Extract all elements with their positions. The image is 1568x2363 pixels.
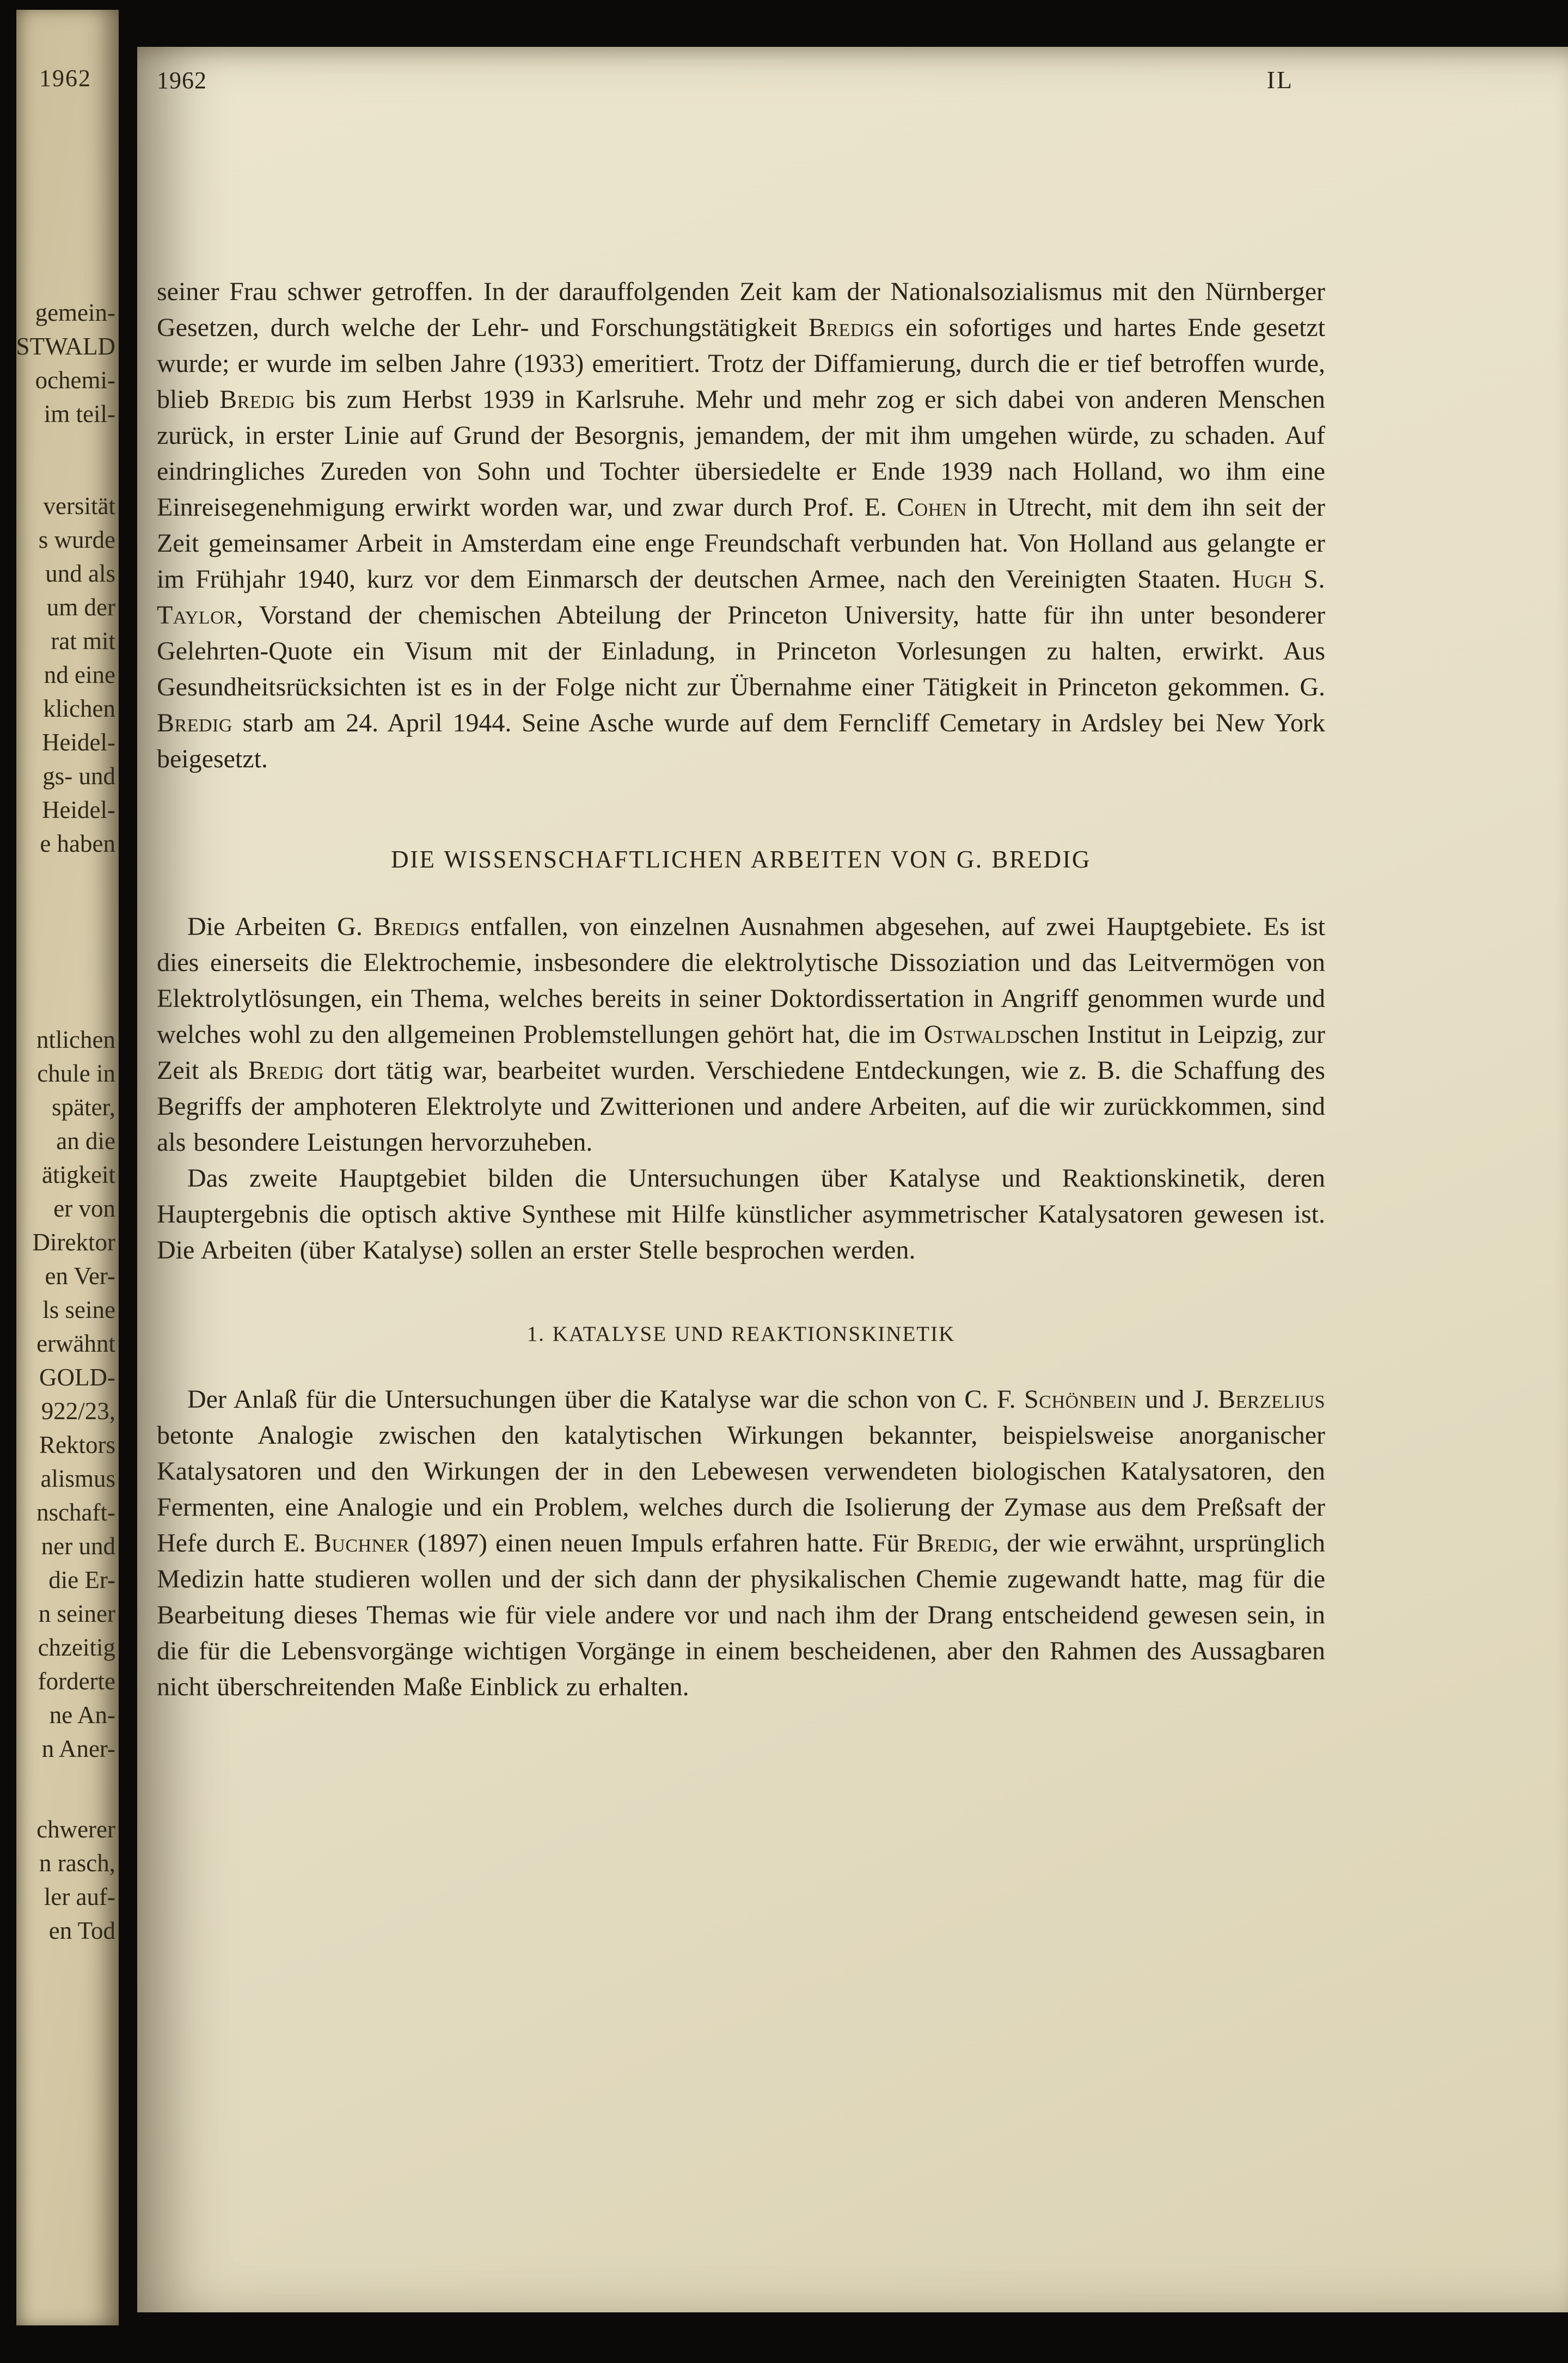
left-page-fragment-group: chwerer n rasch, ler auf- en Tod: [36, 1816, 115, 1944]
subsection-heading: 1. KATALYSE UND REAKTIONSKINETIK: [526, 1322, 955, 1346]
page-number-right: IL: [1266, 66, 1294, 94]
body-text: [157, 274, 1325, 1705]
left-page-edge: [16, 10, 119, 2325]
paragraph-second-field: Das zweite Hauptgebiet bilden die Untersuchungen über Katalyse und Reaktionskinetik, deren Hauptergebnis die optisch aktive Synthese mit Hilfe künstlicher asymmetrischer Katalysatoren gewesen ist. Die Arbeiten (über Katalyse) sollen an erster Stelle besprochen werden.: [157, 1164, 1325, 1265]
paragraph-biography: seiner Frau schwer getroffen. In der darauffolgenden Zeit kam der Nationalsozialismus mit den Nürnberger Gesetzen, durch welche der Lehr- und Forschungstätigkeit Bredigs ein sofortiges und hartes Ende gesetzt wurde; er wurde im selben Jahre (1933) emeritiert. Trotz der Diffamierung, durch die er tief betroffen wurde, blieb Bredig bis zum Herbst 1939 in Karlsruhe. Mehr und mehr zog er sich dabei von anderen Menschen zurück, in erster Linie auf Grund der Besorgnis, jemandem, der mit ihm umgehen würde, zu schaden. Auf eindringliches Zureden von Sohn und Tochter übersiedelte er Ende 1939 nach Holland, wo ihm eine Einreisegenehmigung erwirkt worden war, und zwar durch Prof. E. Cohen in Utrecht, mit dem ihn seit der Zeit gemeinsamer Arbeit in Amsterdam eine enge Freundschaft verbunden hat. Von Holland aus gelangte er im Frühjahr 1940, kurz vor dem Einmarsch der deutschen Armee, nach den Vereinigten Staaten. Hugh S. Taylor, Vorstand der chemischen Abteilung der Princeton University, hatte für ihn unter besonderer Gelehrten-Quote ein Visum mit der Einladung, in Princeton Vorlesungen zu halten, erwirkt. Aus Gesundheitsrücksichten ist es in der Folge nicht zur Übernahme einer Tätigkeit in Princeton gekommen. G. Bredig starb am 24. April 1944. Seine Asche wurde auf dem Ferncliff Cemetary in Ardsley bei New York beigesetzt.: [157, 277, 1326, 773]
left-page-fragment-group: gemein- STWALD ochemi- im teil-: [16, 299, 115, 428]
paragraph-main-fields: Die Arbeiten G. Bredigs entfallen, von einzelnen Ausnahmen abgesehen, auf zwei Hauptgebiete. Es ist dies einerseits die Elektrochemie, insbesondere die elektrolytische Dissoziation und das Leitvermögen von Elektrolytlösungen, ein Thema, welches bereits in seiner Doktordissertation in Angriff genommen wurde und welches wohl zu den allgemeinen Problemstellungen gehört hat, die im Ostwaldschen Institut in Leipzig, zur Zeit als Bredig dort tätig war, bearbeitet wurden. Verschiedene Entdeckungen, wie z. B. die Schaffung des Begriffs der amphoteren Elektrolyte und Zwitterionen und andere Arbeiten, auf die wir zurückkommen, sind als besondere Leistungen hervorzuheben.: [157, 912, 1326, 1157]
page-header: [157, 65, 1325, 94]
page-number-left: 1962: [157, 67, 207, 94]
left-page-fragment-group: versität s wurde und als um der rat mit nd eine klichen Heidel- gs- und Heidel- e haben: [38, 492, 115, 857]
main-page: [137, 47, 1568, 2312]
left-page-fragment-group: ntlichen chule in später, an die ätigkeit er von Direktor en Ver- ls seine erwähnt GOLD- 922/23, Rektors alismus nschaft- ner und die Er- n seiner chzeitig forderte ne An- n Aner-: [32, 1026, 115, 1762]
section-heading: DIE WISSENSCHAFTLICHEN ARBEITEN VON G. BREDIG: [391, 846, 1091, 873]
paragraph-catalysis: Der Anlaß für die Untersuchungen über die Katalyse war die schon von C. F. Schönbein und J. Berzelius betonte Analogie zwischen den katalytischen Wirkungen bekannter, beispielsweise anorganischer Katalysatoren und den Wirkungen der in den Lebewesen verwendeten biologischen Katalysatoren, den Fermenten, eine Analogie und ein Problem, welches durch die Isolierung der Zymase aus dem Preßsaft der Hefe durch E. Buchner (1897) einen neuen Impuls erfahren hatte. Für Bredig, der wie erwähnt, ursprünglich Medizin hatte studieren wollen und der sich dann der physikalischen Chemie zugewandt hatte, mag für die Bearbeitung dieses Themas wie für viele andere vor und nach ihm der Drang entscheidend gewesen sein, in die für die Lebensvorgänge wichtigen Vorgänge in einem bescheidenen, aber den Rahmen des Aussagbaren nicht überschreitenden Maße Einblick zu erhalten.: [157, 1385, 1325, 1701]
left-page-number: 1962: [39, 65, 91, 91]
